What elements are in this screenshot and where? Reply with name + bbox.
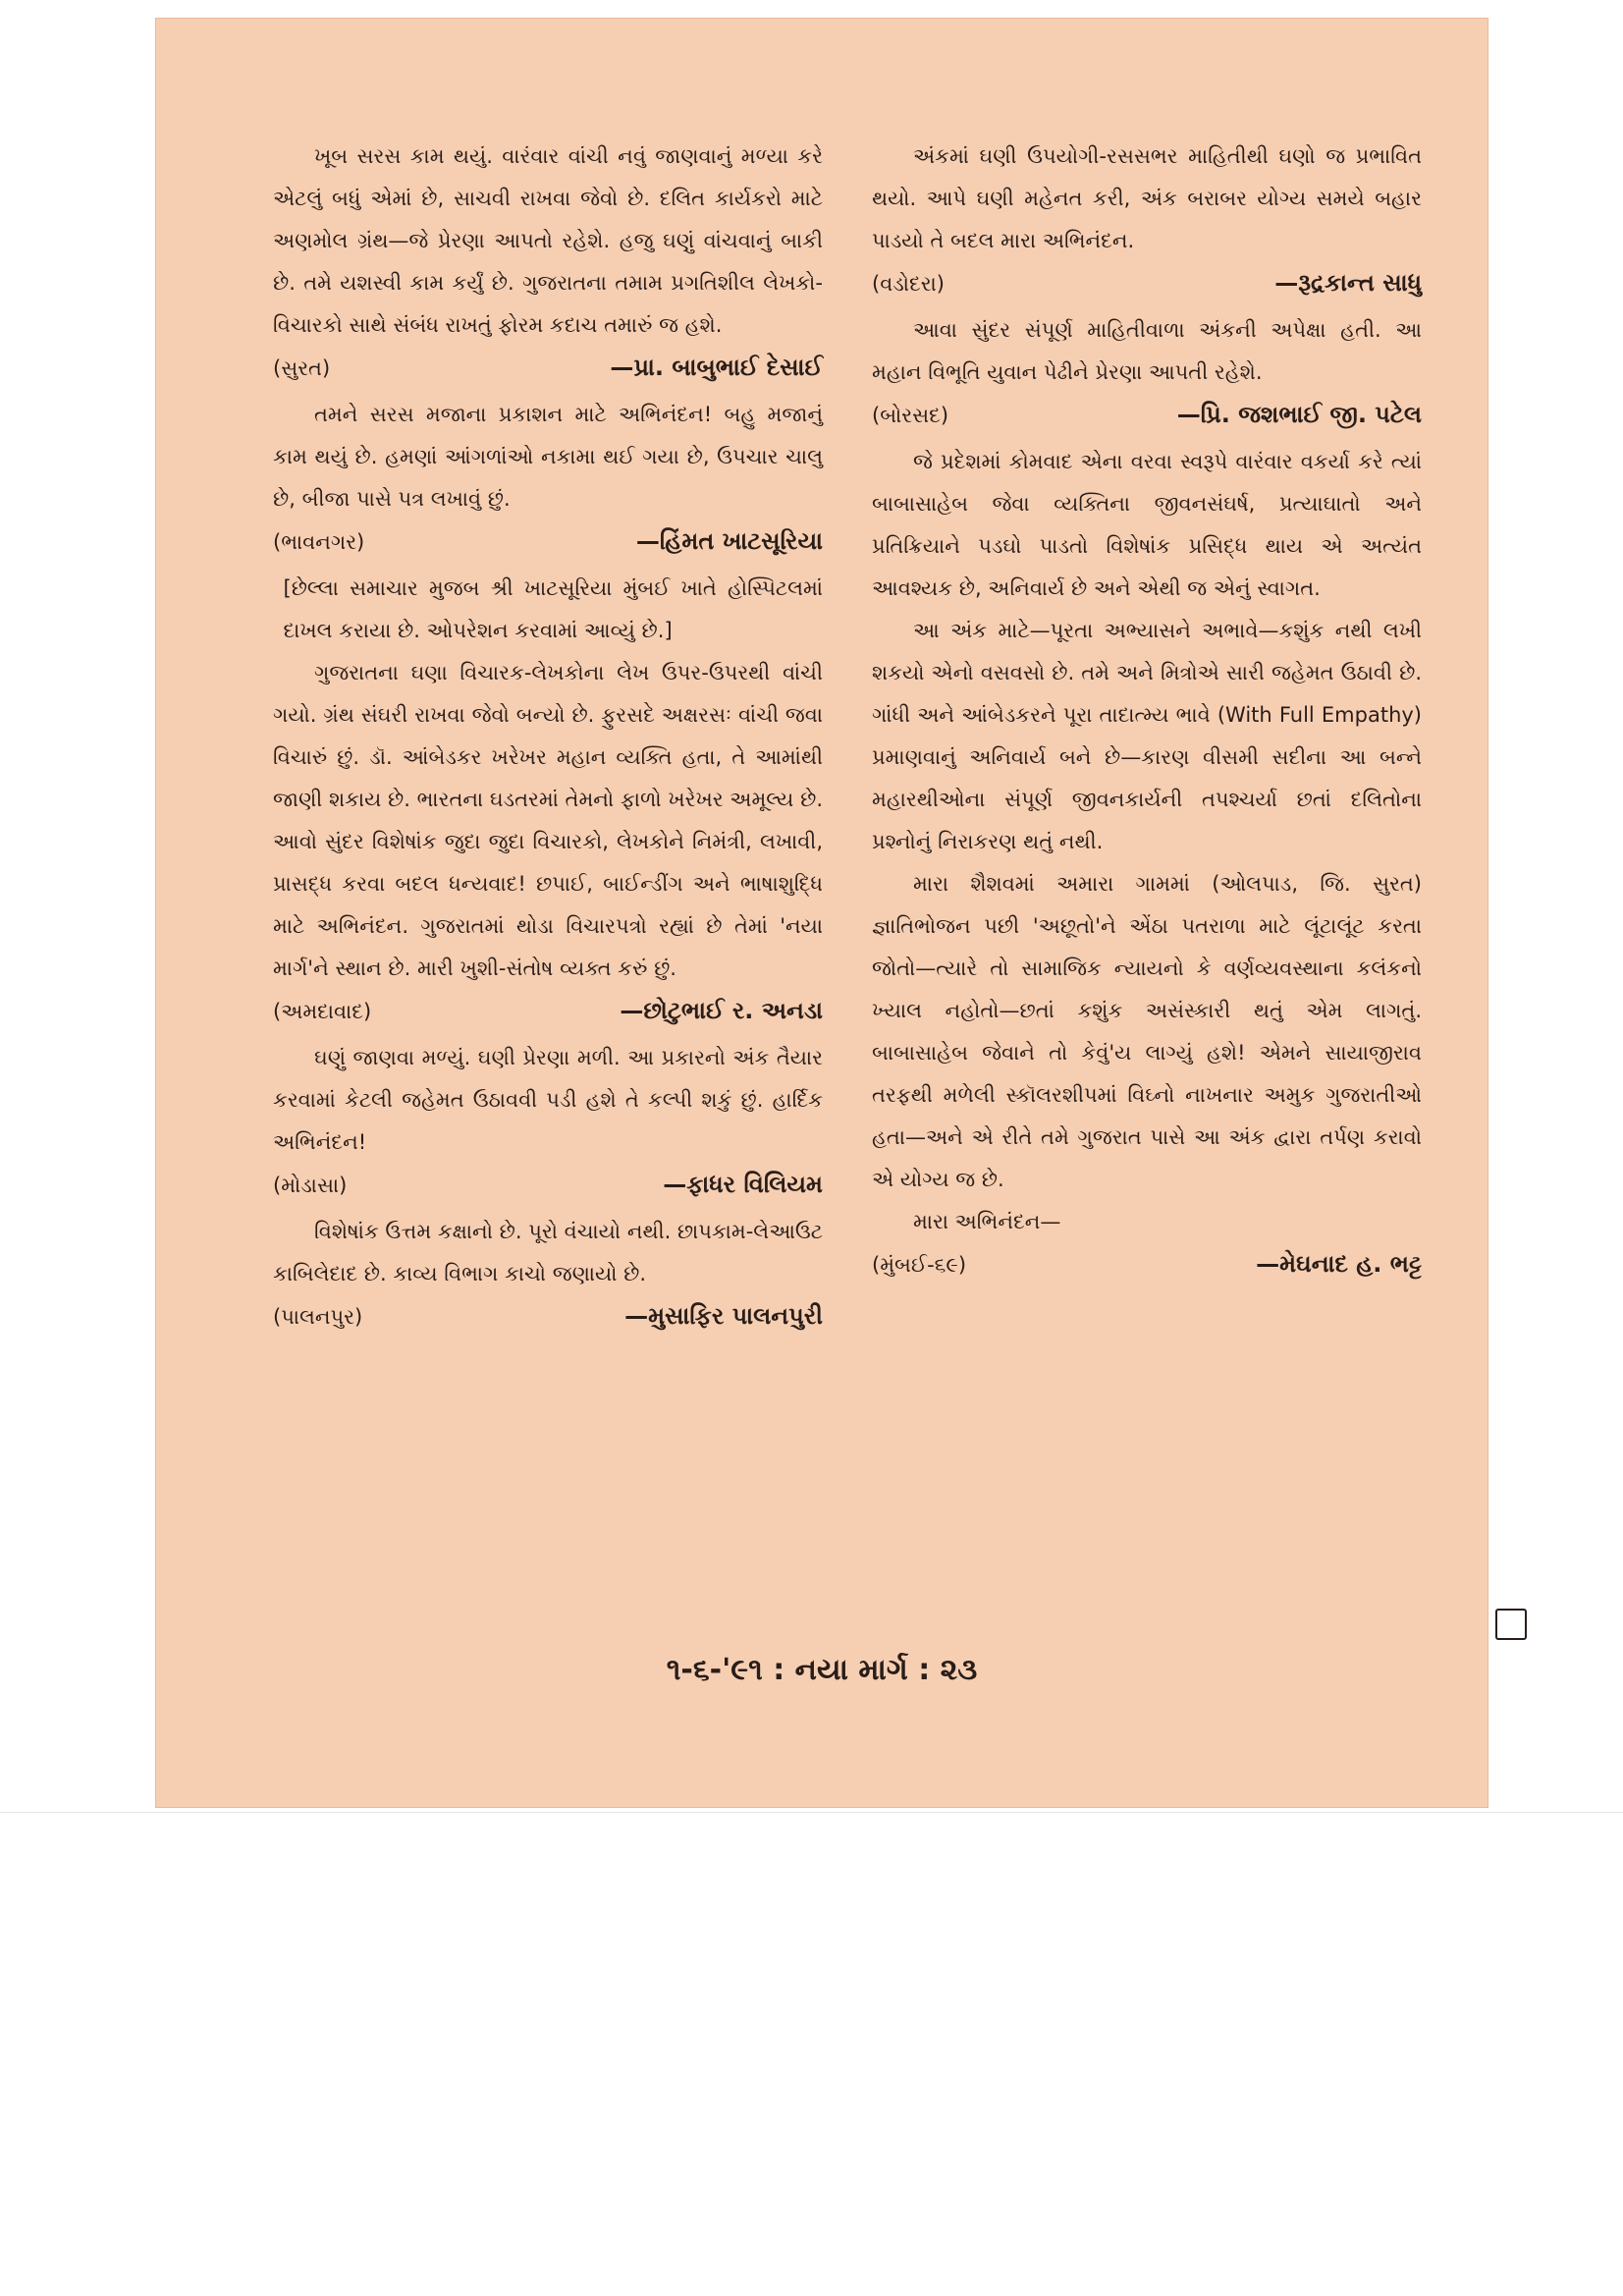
letter-place: (વડોદરા)	[872, 272, 945, 296]
magazine-page	[155, 18, 1488, 1808]
letter-text: મારા શૈશવમાં અમારા ગામમાં (ઓલપાડ, જિ. સુરત) જ્ઞાતિભોજન પછી 'અછૂતો'ને એંઠા પતરાળા માટે લૂંટાલૂંટ કરતા જોતો—ત્યારે તો સામાજિક ન્યાયનો કે વર્ણવ્યવસ્થાના કલંકનો ખ્યાલ નહોતો—છતાં કશુંક અસંસ્કારી થતું એમ લાગતું. બાબાસાહેબ જેવાને તો કેવું'ય લાગ્યું હશે! એમને સાયાજીરાવ તરફથી મળેલી સ્કૉલરશીપમાં વિઘ્નો નાખનાર અમુક ગુજરાતીઓ હતા—અને એ રીતે તમે ગુજરાત પાસે આ અંક દ્વારા તર્પણ કરાવો એ યોગ્ય જ છે.	[872, 872, 1422, 1191]
page-divider	[0, 1812, 1623, 1813]
letter-author: —મુસાફિર પાલનપુરી	[624, 1302, 823, 1330]
letter-signature	[273, 1164, 823, 1207]
letter-author: —પ્રિ. જશભાઈ જી. પટેલ	[1176, 401, 1422, 428]
letter-signature	[273, 347, 823, 390]
letter-signature	[273, 1295, 823, 1339]
letter-text: ગુજરાતના ઘણા વિચારક-લેખકોના લેખ ઉપર-ઉપરથી વાંચી ગયો. ગ્રંથ સંઘરી રાખવા જેવો બન્યો છે. ફુરસદે અક્ષરસઃ વાંચી જવા વિચારું છું. ડૉ. આંબેડકર ખરેખર મહાન વ્યક્તિ હતા, તે આમાંથી જાણી શકાય છે. ભારતના ઘડતરમાં તેમનો ફાળો ખરેખર અમૂલ્ય છે. આવો સુંદર વિશેષાંક જુદા જુદા વિચારકો, લેખકોને નિમંત્રી, લખાવી, પ્રાસદ્ધ કરવા બદલ ધન્યવાદ! છપાઈ, બાઈન્ડીંગ અને ભાષાશુદ્ધિ માટે અભિનંદન. ગુજરાતમાં થોડા વિચારપત્રો રહ્યાં છે તેમાં 'નયા માર્ગ'ને સ્થાન છે. મારી ખુશી-સંતોષ વ્યક્ત કરું છું.	[273, 661, 823, 980]
end-mark-icon	[1495, 1609, 1527, 1640]
letter-signature	[872, 262, 1422, 305]
letter-place: (મોડાસા)	[273, 1174, 348, 1197]
letter-place: (ભાવનગર)	[273, 530, 365, 554]
right-column	[872, 136, 1422, 1290]
letter-text: અંકમાં ઘણી ઉપયોગી-રસસભર માહિતીથી ઘણો જ પ્રભાવિત થયો. આપે ઘણી મહેનત કરી, અંક બરાબર યોગ્ય સમયે બહાર પાડયો તે બદલ મારા અભિનંદન.	[872, 144, 1422, 252]
letter-author: —ફાધર વિલિયમ	[663, 1171, 823, 1198]
letter-author: —મેઘનાદ હ. ભટ્ટ	[1256, 1250, 1422, 1278]
letter-place: (મુંબઈ-૬૯)	[872, 1253, 967, 1277]
letter-text: ઘણું જાણવા મળ્યું. ઘણી પ્રેરણા મળી. આ પ્રકારનો અંક તૈયાર કરવામાં કેટલી જહેમત ઉઠાવવી પડી હશે તે કલ્પી શકું છું. હાર્દિક અભિનંદન!	[273, 1046, 823, 1154]
letter-text: તમને સરસ મજાના પ્રકાશન માટે અભિનંદન! બહુ મજાનું કામ થયું છે. હમણાં આંગળાંઓ નકામા થઈ ગયા છે, ઉપચાર ચાલુ છે, બીજા પાસે પત્ર લખાવું છું.	[273, 403, 823, 511]
letter-text: વિશેષાંક ઉત્તમ કક્ષાનો છે. પૂરો વંચાયો નથી. છાપકામ-લેઆઉટ કાબિલેદાદ છે. કાવ્ય વિભાગ કાચો જણાયો છે.	[273, 1220, 823, 1285]
letter-place: (પાલનપુર)	[273, 1305, 363, 1329]
letter-signature	[273, 520, 823, 564]
letter-text: આ અંક માટે—પૂરતા અભ્યાસને અભાવે—કશુંક નથી લખી શકયો એનો વસવસો છે. તમે અને મિત્રોએ સારી જહેમત ઉઠાવી છે. ગાંધી અને આંબેડકરને પૂરા તાદાત્મ્ય ભાવે (With Full Empathy) પ્રમાણવાનું અનિવાર્ય બને છે—કારણ વીસમી સદીના આ બન્ને મહારથીઓના સંપૂર્ણ જીવનકાર્યની તપશ્ચર્યા છતાં દલિતોના પ્રશ્નોનું નિરાકરણ થતું નથી.	[872, 619, 1422, 853]
letter-place: (અમદાવાદ)	[273, 1000, 372, 1023]
letter-place: (સુરત)	[273, 356, 331, 380]
letter-signature	[872, 394, 1422, 437]
letter-text: ખૂબ સરસ કામ થયું. વારંવાર વાંચી નવું જાણવાનું મળ્યા કરે એટલું બધું એમાં છે, સાચવી રાખવા જેવો છે. દલિત કાર્યકરો માટે અણમોલ ગ્રંથ—જે પ્રેરણા આપતો રહેશે. હજુ ઘણું વાંચવાનું બાકી છે. તમે યશસ્વી કામ કર્યું છે. ગુજરાતના તમામ પ્રગતિશીલ લેખકો-વિચારકો સાથે સંબંધ રાખતું ફોરમ કદાચ તમારું જ હશે.	[273, 144, 823, 337]
editor-note: [છેલ્લા સમાચાર મુજબ શ્રી ખાટસૂરિયા મુંબઈ ખાતે હોસ્પિટલમાં દાખલ કરાયા છે. ઓપરેશન કરવામાં આવ્યું છે.]	[283, 576, 823, 642]
letter-author: —હિંમત ખાટસૂરિયા	[635, 527, 823, 555]
letter-place: (બોરસદ)	[872, 404, 949, 427]
letter-signature	[273, 990, 823, 1033]
page-footer: ૧-૬-'૯૧ : નયા માર્ગ : ૨૩	[666, 1653, 978, 1687]
letter-text: આવા સુંદર સંપૂર્ણ માહિતીવાળા અંકની અપેક્ષા હતી. આ મહાન વિભૂતિ યુવાન પેઢીને પ્રેરણા આપતી રહેશે.	[872, 318, 1422, 384]
left-column	[273, 136, 823, 1342]
letter-author: —રૂદ્રકાન્ત સાધુ	[1274, 269, 1422, 297]
letter-signature	[872, 1243, 1422, 1286]
letter-closing: મારા અભિનંદન—	[913, 1210, 1061, 1233]
letter-author: —પ્રા. બાબુભાઈ દેસાઈ	[610, 354, 823, 381]
letter-author: —છોટુભાઈ ર. અનડા	[620, 997, 823, 1024]
letter-text: જે પ્રદેશમાં કોમવાદ એના વરવા સ્વરૂપે વારંવાર વકર્યા કરે ત્યાં બાબાસાહેબ જેવા વ્યક્તિના જીવનસંઘર્ષ, પ્રત્યાઘાતો અને પ્રતિક્રિયાને પડઘો પાડતો વિશેષાંક પ્રસિદ્ધ થાય એ અત્યંત આવશ્યક છે, અનિવાર્ય છે અને એથી જ એનું સ્વાગત.	[872, 450, 1422, 600]
